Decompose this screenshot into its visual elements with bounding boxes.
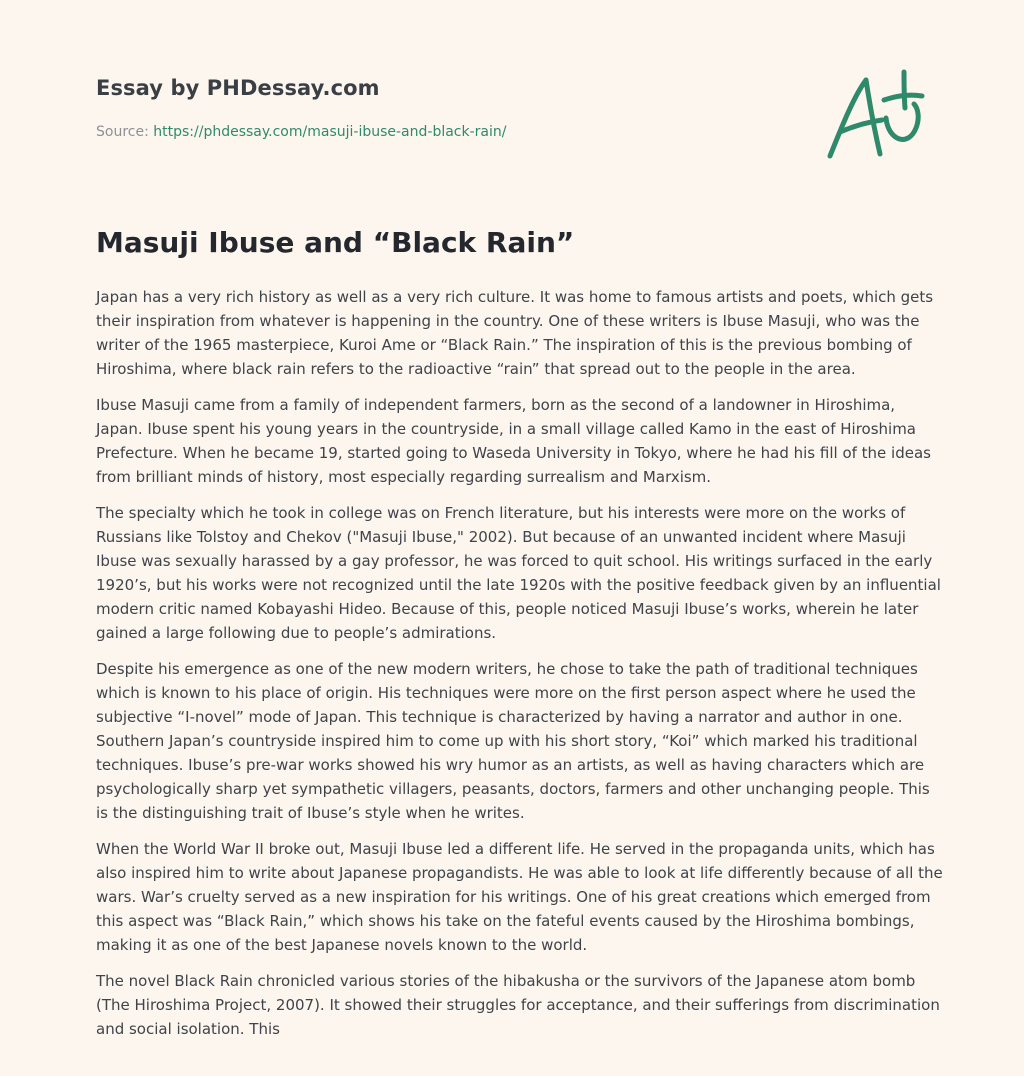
essay-body — [96, 285, 944, 1053]
essay-paragraph: The specialty which he took in college was on French literature, but his interests were more on the works of Russians like Tolstoy and Chekov ("Masuji Ibuse," 2002). But because of an unwanted incident where Masuji Ibuse was sexually harassed by a gay professor, he was forced to quit school. His writings surfaced in the early 1920’s, but his works were not recognized until the late 1920s with the positive feedback given by an influential modern critic named Kobayashi Hideo. Because of this, people noticed Masuji Ibuse’s works, wherein he later gained a large following due to people’s admirations. — [96, 504, 941, 642]
site-title: Essay by PHDessay.com — [96, 76, 380, 100]
essay-title: Masuji Ibuse and “Black Rain” — [96, 226, 575, 259]
essay-paragraph: Despite his emergence as one of the new modern writers, he chose to take the path of traditional techniques which is known to his place of origin. His techniques were more on the first person aspect where he used the subjective “I-novel” mode of Japan. This technique is characterized by having a narrator and author in one. Southern Japan’s countryside inspired him to come up with his short story, “Koi” which marked his traditional techniques. Ibuse’s pre-war works showed his wry humor as an artists, as well as having characters which are psychologically sharp yet sympathetic villagers, peasants, doctors, farmers and other unchanging people. This is the distinguishing trait of Ibuse’s style when he writes. — [96, 660, 930, 822]
source-link[interactable]: https://phdessay.com/masuji-ibuse-and-black-rain/ — [153, 124, 507, 140]
a-plus-logo-icon — [820, 66, 930, 166]
essay-paragraph: Ibuse Masuji came from a family of independent farmers, born as the second of a landowner in Hiroshima, Japan. Ibuse spent his young years in the countryside, in a small village called Kamo in the east of Hiroshima Prefecture. When he became 19, started going to Waseda University in Tokyo, where he had his fill of the ideas from brilliant minds of history, most especially regarding surrealism and Marxism. — [96, 396, 931, 486]
essay-paragraph: Japan has a very rich history as well as a very rich culture. It was home to famous artists and poets, which gets their inspiration from whatever is happening in the country. One of these writers is Ibuse Masuji, who was the writer of the 1965 masterpiece, Kuroi Ame or “Black Rain.” The inspiration of this is the previous bombing of Hiroshima, where black rain refers to the radioactive “rain” that spread out to the people in the area. — [96, 288, 934, 378]
essay-paragraph: The novel Black Rain chronicled various stories of the hibakusha or the survivors of the Japanese atom bomb (The Hiroshima Project, 2007). It showed their struggles for acceptance, and their sufferings from discrimination and social isolation. This — [96, 972, 940, 1038]
source-line — [96, 124, 506, 140]
essay-paragraph: When the World War II broke out, Masuji Ibuse led a different life. He served in the propaganda units, which has also inspired him to write about Japanese propagandists. He was able to look at life differently because of all the wars. War’s cruelty served as a new inspiration for his writings. One of his great creations which emerged from this aspect was “Black Rain,” which shows his take on the fateful events caused by the Hiroshima bombings, making it as one of the best Japanese novels known to the world. — [96, 840, 943, 954]
source-label: Source: — [96, 124, 149, 140]
